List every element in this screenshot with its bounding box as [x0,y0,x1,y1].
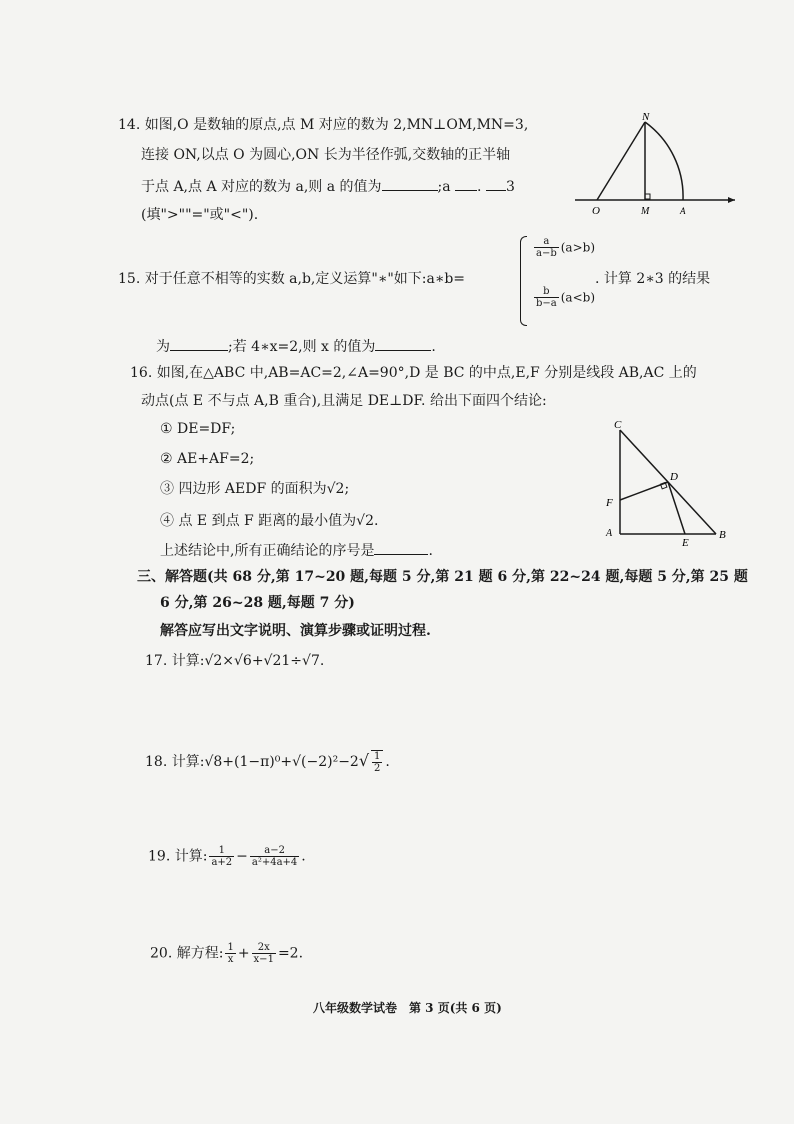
q15-case1-cond: (a>b) [560,240,596,255]
q15-line2-b: ;若 4∗x=2,则 x 的值为 [228,339,376,355]
q14-blank-compare2 [486,178,506,191]
q20-label: 20. 解方程: [150,945,224,962]
q18: 18. 计算:√8+(1−π)⁰+√(−2)²−2√ $\frac{1}{2}$ . [145,751,390,774]
q14-line3-mid: ;a [437,179,451,195]
q14-blank-compare [455,178,477,191]
q18-expr: √8+(1−π)⁰+√(−2)²−2 [204,754,359,770]
q16-line3-text: 上述结论中,所有正确结论的序号是 [160,543,375,559]
q15-case1 [532,236,595,259]
label-C: C [614,419,622,431]
segment-DE [668,482,685,534]
label-A: A [680,206,686,216]
q19 [148,845,306,868]
label-M: M [641,206,650,217]
label-O: O [592,205,600,217]
label-D: D [670,471,678,483]
q20-f1-num: 1 [227,942,234,953]
q20-op: + [237,945,250,962]
q14-line4: (填">""="或"<"). [141,207,259,223]
q16-line3 [160,542,433,558]
q16-figure [598,418,738,548]
q19-label: 19. 计算: [148,848,208,865]
q15-case2-cond: (a<b) [560,290,596,305]
q20-f2-den: x−1 [253,954,274,965]
q15-case2-den: b−a [536,298,557,309]
q14-line3-text: 于点 A,点 A 对应的数为 a,则 a 的值为 [141,179,382,195]
q16-conclusion-4: ④ 点 E 到点 F 距离的最小值为√2. [160,513,379,529]
q15-case2-num: b [534,286,559,298]
q17 [145,654,324,668]
q17-label: 17. 计算: [145,653,205,669]
section3-instructions: 解答应写出文字说明、演算步骤或证明过程. [160,623,431,639]
right-angle-mark [660,482,666,488]
q16-blank [374,542,428,555]
q15-case1-den: a−b [536,248,557,259]
q19-end: . [301,848,306,865]
q19-f2-num: a−2 [250,845,299,857]
q18-end: . [385,754,390,770]
segment-ON [597,122,645,200]
label-A: A [606,528,613,539]
q15-line2-c: . [431,339,436,355]
label-N: N [642,111,650,123]
q16-conclusion-3: ③ 四边形 AEDF 的面积为√2; [160,481,350,497]
q15-line1-end: . 计算 2∗3 的结果 [595,271,711,287]
section3-heading-2: 6 分,第 26~28 题,每题 7 分) [160,595,355,611]
q14-line3: 于点 A,点 A 对应的数为 a,则 a 的值为 ;a . 3 [141,179,515,195]
q19-f1-den: a+2 [211,857,233,868]
q15-line2 [156,338,436,354]
q20 [150,942,303,965]
label-E: E [682,537,689,548]
q16-conclusion-2: ② AE+AF=2; [160,451,255,467]
section3-heading: 三、解答题(共 68 分,第 17~20 题,每题 5 分,第 21 题 6 分,第 22~24 题,每题 5 分,第 25 题 [137,569,748,585]
q16-conclusion-1: ① DE=DF; [160,421,236,437]
q15-case2 [532,286,595,309]
q19-f2-den: a²+4a+4 [251,857,298,868]
q18-frac-num: 1 [374,751,381,762]
q15-blank-1 [170,338,228,351]
q15-line1 [118,272,465,286]
q16-line3-end: . [428,543,433,559]
q17-expr: √2×√6+√21÷√7. [204,653,325,669]
q18-frac-den: 2 [374,763,381,774]
label-B: B [719,529,726,541]
q20-end: =2. [277,945,304,962]
q14-figure [570,110,740,220]
q19-op: − [236,848,248,865]
q14-line1: 14. 如图,O 是数轴的原点,点 M 对应的数为 2,MN⊥OM,MN=3, [118,117,529,133]
q14-blank-a [382,178,438,191]
page-footer: 八年级数学试卷 第 3 页(共 6 页) [313,1001,502,1015]
axis-arrow-icon [728,197,735,203]
q15-case1-num: a [534,236,559,248]
q19-f1-num: 1 [209,845,234,857]
q20-f2-num: 2x [252,942,276,954]
q14-line3-end: 3 [505,179,515,195]
q15-line2-a: 为 [156,339,170,355]
q16-line1: 16. 如图,在△ABC 中,AB=AC=2,∠A=90°,D 是 BC 的中点,E,F 分别是线段 AB,AC 上的 [130,365,697,381]
q14-line2: 连接 ON,以点 O 为圆心,ON 长为半径作弧,交数轴的正半轴 [141,147,511,163]
q16-line2: 动点(点 E 不与点 A,B 重合),且满足 DE⊥DF. 给出下面四个结论: [141,393,547,409]
label-F: F [606,497,613,509]
q15-line1-text: 15. 对于任意不相等的实数 a,b,定义运算"∗"如下:a∗b= [118,271,466,287]
arc-NA [645,122,683,200]
left-brace [520,236,527,326]
q18-label: 18. 计算: [145,754,205,770]
q15-blank-2 [375,338,431,351]
q20-f1-den: x [227,954,234,965]
